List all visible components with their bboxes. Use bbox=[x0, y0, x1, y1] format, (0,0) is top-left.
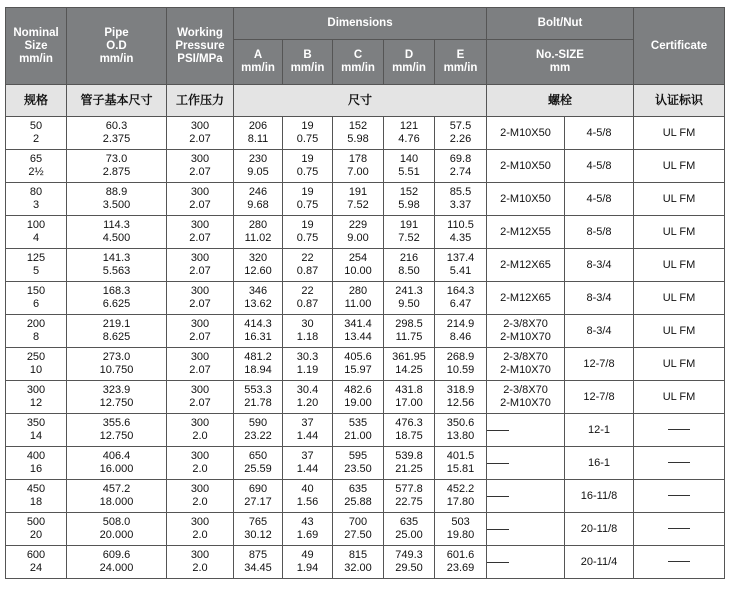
cell-dim-a: 346 13.62 bbox=[234, 282, 283, 315]
cell-dim-d: 577.8 22.75 bbox=[384, 480, 435, 513]
cell-certificate: UL FM bbox=[634, 348, 725, 381]
cell-dim-e: 268.9 10.59 bbox=[435, 348, 487, 381]
cell-nut: 4-5/8 bbox=[565, 183, 634, 216]
cell-dim-d: 431.8 17.00 bbox=[384, 381, 435, 414]
cell-nut: 4-5/8 bbox=[565, 150, 634, 183]
cell-dim-e: 137.4 5.41 bbox=[435, 249, 487, 282]
empty-dash bbox=[487, 529, 509, 530]
cell-nominal-size: 125 5 bbox=[6, 249, 67, 282]
cell-dim-d: 140 5.51 bbox=[384, 150, 435, 183]
table-row bbox=[6, 249, 725, 282]
cell-certificate: UL FM bbox=[634, 249, 725, 282]
table-row bbox=[6, 414, 725, 447]
cell-dim-b: 30 1.18 bbox=[283, 315, 333, 348]
cell-working-pressure: 300 2.07 bbox=[167, 216, 234, 249]
cell-dim-a: 875 34.45 bbox=[234, 546, 283, 579]
table-row bbox=[6, 546, 725, 579]
cell-dim-e: 57.5 2.26 bbox=[435, 117, 487, 150]
table-row bbox=[6, 183, 725, 216]
cell-certificate bbox=[634, 546, 725, 579]
cell-certificate: UL FM bbox=[634, 216, 725, 249]
cell-bolt: 2-3/8X70 2-M10X70 bbox=[487, 348, 565, 381]
cell-pipe-od: 508.0 20.000 bbox=[67, 513, 167, 546]
table-row bbox=[6, 117, 725, 150]
cell-dim-e: 401.5 15.81 bbox=[435, 447, 487, 480]
cell-dim-d: 298.5 11.75 bbox=[384, 315, 435, 348]
cell-dim-c: 815 32.00 bbox=[333, 546, 384, 579]
empty-dash bbox=[668, 462, 690, 463]
cell-pipe-od: 114.3 4.500 bbox=[67, 216, 167, 249]
table-row bbox=[6, 513, 725, 546]
cell-dim-c: 191 7.52 bbox=[333, 183, 384, 216]
cell-dim-a: 230 9.05 bbox=[234, 150, 283, 183]
cell-working-pressure: 300 2.0 bbox=[167, 447, 234, 480]
cn-header-bolt: 螺栓 bbox=[487, 85, 634, 117]
cell-working-pressure: 300 2.0 bbox=[167, 513, 234, 546]
cell-certificate: UL FM bbox=[634, 117, 725, 150]
cell-pipe-od: 219.1 8.625 bbox=[67, 315, 167, 348]
header-working-pressure: Working Pressure PSI/MPa bbox=[167, 8, 234, 85]
cell-dim-a: 320 12.60 bbox=[234, 249, 283, 282]
cell-working-pressure: 300 2.07 bbox=[167, 315, 234, 348]
cell-working-pressure: 300 2.07 bbox=[167, 150, 234, 183]
cell-pipe-od: 60.3 2.375 bbox=[67, 117, 167, 150]
cell-nut: 12-7/8 bbox=[565, 348, 634, 381]
cell-nut: 8-3/4 bbox=[565, 249, 634, 282]
cell-pipe-od: 406.4 16.000 bbox=[67, 447, 167, 480]
header-dim-c: C mm/in bbox=[333, 40, 384, 85]
cell-nominal-size: 300 12 bbox=[6, 381, 67, 414]
cell-dim-d: 539.8 21.25 bbox=[384, 447, 435, 480]
cell-bolt bbox=[487, 480, 565, 513]
cell-dim-c: 341.4 13.44 bbox=[333, 315, 384, 348]
cell-dim-e: 601.6 23.69 bbox=[435, 546, 487, 579]
cell-nut: 20-11/4 bbox=[565, 546, 634, 579]
cell-nut: 20-11/8 bbox=[565, 513, 634, 546]
cell-dim-e: 503 19.80 bbox=[435, 513, 487, 546]
cell-dim-a: 206 8.11 bbox=[234, 117, 283, 150]
cell-pipe-od: 88.9 3.500 bbox=[67, 183, 167, 216]
table-row bbox=[6, 348, 725, 381]
cell-working-pressure: 300 2.07 bbox=[167, 348, 234, 381]
cell-dim-b: 37 1.44 bbox=[283, 414, 333, 447]
cell-working-pressure: 300 2.07 bbox=[167, 183, 234, 216]
cell-dim-d: 749.3 29.50 bbox=[384, 546, 435, 579]
cell-dim-a: 650 25.59 bbox=[234, 447, 283, 480]
table-row bbox=[6, 216, 725, 249]
cell-dim-c: 178 7.00 bbox=[333, 150, 384, 183]
cell-bolt: 2-M10X50 bbox=[487, 150, 565, 183]
table-row bbox=[6, 480, 725, 513]
cell-dim-e: 69.8 2.74 bbox=[435, 150, 487, 183]
table-row bbox=[6, 282, 725, 315]
cell-working-pressure: 300 2.07 bbox=[167, 282, 234, 315]
cn-header-pipe-od: 管子基本尺寸 bbox=[67, 85, 167, 117]
flange-spec-table-wrapper bbox=[5, 7, 724, 579]
cell-nominal-size: 600 24 bbox=[6, 546, 67, 579]
cell-bolt: 2-M12X55 bbox=[487, 216, 565, 249]
cell-certificate bbox=[634, 513, 725, 546]
cell-pipe-od: 609.6 24.000 bbox=[67, 546, 167, 579]
cell-nut: 4-5/8 bbox=[565, 117, 634, 150]
header-bolt-nut: Bolt/Nut bbox=[487, 8, 634, 40]
cell-bolt bbox=[487, 447, 565, 480]
empty-dash bbox=[487, 430, 509, 431]
cell-nominal-size: 100 4 bbox=[6, 216, 67, 249]
cell-pipe-od: 73.0 2.875 bbox=[67, 150, 167, 183]
header-dim-a: A mm/in bbox=[234, 40, 283, 85]
cell-dim-a: 414.3 16.31 bbox=[234, 315, 283, 348]
cell-working-pressure: 300 2.07 bbox=[167, 249, 234, 282]
cell-nut: 8-5/8 bbox=[565, 216, 634, 249]
cell-working-pressure: 300 2.07 bbox=[167, 381, 234, 414]
table-row bbox=[6, 150, 725, 183]
header-dim-b: B mm/in bbox=[283, 40, 333, 85]
cell-dim-b: 22 0.87 bbox=[283, 249, 333, 282]
header-nominal-size: Nominal Size mm/in bbox=[6, 8, 67, 85]
cell-bolt: 2-3/8X70 2-M10X70 bbox=[487, 315, 565, 348]
cell-dim-b: 49 1.94 bbox=[283, 546, 333, 579]
cell-nominal-size: 200 8 bbox=[6, 315, 67, 348]
cell-dim-a: 553.3 21.78 bbox=[234, 381, 283, 414]
cell-dim-c: 229 9.00 bbox=[333, 216, 384, 249]
empty-dash bbox=[668, 495, 690, 496]
header-dim-d: D mm/in bbox=[384, 40, 435, 85]
cell-dim-e: 350.6 13.80 bbox=[435, 414, 487, 447]
cell-certificate: UL FM bbox=[634, 315, 725, 348]
cell-nut: 16-1 bbox=[565, 447, 634, 480]
cell-nominal-size: 150 6 bbox=[6, 282, 67, 315]
cell-dim-e: 214.9 8.46 bbox=[435, 315, 487, 348]
cell-dim-b: 19 0.75 bbox=[283, 216, 333, 249]
cell-certificate: UL FM bbox=[634, 150, 725, 183]
cell-pipe-od: 141.3 5.563 bbox=[67, 249, 167, 282]
table-row bbox=[6, 315, 725, 348]
cell-dim-a: 690 27.17 bbox=[234, 480, 283, 513]
cell-dim-d: 191 7.52 bbox=[384, 216, 435, 249]
empty-dash bbox=[487, 562, 509, 563]
cell-working-pressure: 300 2.0 bbox=[167, 546, 234, 579]
cell-dim-c: 535 21.00 bbox=[333, 414, 384, 447]
cell-nominal-size: 350 14 bbox=[6, 414, 67, 447]
cell-dim-c: 595 23.50 bbox=[333, 447, 384, 480]
empty-dash bbox=[487, 496, 509, 497]
header-bolt-size: No.-SIZE mm bbox=[487, 40, 634, 85]
cell-dim-b: 19 0.75 bbox=[283, 150, 333, 183]
cell-dim-d: 361.95 14.25 bbox=[384, 348, 435, 381]
cell-dim-b: 19 0.75 bbox=[283, 183, 333, 216]
cell-certificate bbox=[634, 447, 725, 480]
cell-nominal-size: 450 18 bbox=[6, 480, 67, 513]
empty-dash bbox=[668, 561, 690, 562]
cell-bolt bbox=[487, 414, 565, 447]
cell-dim-a: 765 30.12 bbox=[234, 513, 283, 546]
cell-bolt: 2-M12X65 bbox=[487, 249, 565, 282]
cell-dim-a: 481.2 18.94 bbox=[234, 348, 283, 381]
cell-dim-e: 85.5 3.37 bbox=[435, 183, 487, 216]
flange-spec-table bbox=[5, 7, 725, 579]
cell-dim-a: 280 11.02 bbox=[234, 216, 283, 249]
header-dimensions: Dimensions bbox=[234, 8, 487, 40]
cell-nut: 12-1 bbox=[565, 414, 634, 447]
cell-dim-d: 152 5.98 bbox=[384, 183, 435, 216]
cell-bolt: 2-M10X50 bbox=[487, 183, 565, 216]
cell-bolt bbox=[487, 513, 565, 546]
cell-nominal-size: 80 3 bbox=[6, 183, 67, 216]
cell-pipe-od: 457.2 18.000 bbox=[67, 480, 167, 513]
cell-working-pressure: 300 2.0 bbox=[167, 480, 234, 513]
cell-dim-e: 110.5 4.35 bbox=[435, 216, 487, 249]
cell-dim-e: 164.3 6.47 bbox=[435, 282, 487, 315]
header-dim-e: E mm/in bbox=[435, 40, 487, 85]
cell-nut: 8-3/4 bbox=[565, 282, 634, 315]
header-pipe-od: Pipe O.D mm/in bbox=[67, 8, 167, 85]
cell-dim-a: 246 9.68 bbox=[234, 183, 283, 216]
cell-dim-d: 241.3 9.50 bbox=[384, 282, 435, 315]
table-row bbox=[6, 381, 725, 414]
cell-dim-c: 280 11.00 bbox=[333, 282, 384, 315]
cn-header-dimensions: 尺寸 bbox=[234, 85, 487, 117]
cell-nut: 8-3/4 bbox=[565, 315, 634, 348]
cell-nut: 12-7/8 bbox=[565, 381, 634, 414]
cell-nominal-size: 65 2½ bbox=[6, 150, 67, 183]
cell-bolt: 2-3/8X70 2-M10X70 bbox=[487, 381, 565, 414]
cell-dim-c: 700 27.50 bbox=[333, 513, 384, 546]
table-row bbox=[6, 447, 725, 480]
cell-dim-c: 254 10.00 bbox=[333, 249, 384, 282]
header-certificate: Certificate bbox=[634, 8, 725, 85]
cell-nut: 16-11/8 bbox=[565, 480, 634, 513]
cell-working-pressure: 300 2.07 bbox=[167, 117, 234, 150]
cn-header-pressure: 工作压力 bbox=[167, 85, 234, 117]
cell-certificate bbox=[634, 414, 725, 447]
cell-certificate: UL FM bbox=[634, 282, 725, 315]
cell-dim-b: 30.3 1.19 bbox=[283, 348, 333, 381]
cn-header-certificate: 认证标识 bbox=[634, 85, 725, 117]
cell-dim-c: 405.6 15.97 bbox=[333, 348, 384, 381]
cell-dim-b: 43 1.69 bbox=[283, 513, 333, 546]
cell-nominal-size: 500 20 bbox=[6, 513, 67, 546]
cell-bolt: 2-M10X50 bbox=[487, 117, 565, 150]
cell-dim-b: 22 0.87 bbox=[283, 282, 333, 315]
cell-bolt bbox=[487, 546, 565, 579]
cell-dim-c: 152 5.98 bbox=[333, 117, 384, 150]
cell-nominal-size: 250 10 bbox=[6, 348, 67, 381]
cn-header-size: 规格 bbox=[6, 85, 67, 117]
cell-dim-d: 476.3 18.75 bbox=[384, 414, 435, 447]
cell-nominal-size: 400 16 bbox=[6, 447, 67, 480]
cell-dim-e: 318.9 12.56 bbox=[435, 381, 487, 414]
cell-dim-b: 30.4 1.20 bbox=[283, 381, 333, 414]
cell-dim-a: 590 23.22 bbox=[234, 414, 283, 447]
cell-dim-c: 635 25.88 bbox=[333, 480, 384, 513]
cell-pipe-od: 273.0 10.750 bbox=[67, 348, 167, 381]
empty-dash bbox=[487, 463, 509, 464]
cell-dim-b: 40 1.56 bbox=[283, 480, 333, 513]
cell-certificate bbox=[634, 480, 725, 513]
cell-dim-e: 452.2 17.80 bbox=[435, 480, 487, 513]
cell-dim-b: 19 0.75 bbox=[283, 117, 333, 150]
cell-pipe-od: 323.9 12.750 bbox=[67, 381, 167, 414]
cell-nominal-size: 50 2 bbox=[6, 117, 67, 150]
cell-pipe-od: 355.6 12.750 bbox=[67, 414, 167, 447]
cell-bolt: 2-M12X65 bbox=[487, 282, 565, 315]
cell-certificate: UL FM bbox=[634, 183, 725, 216]
empty-dash bbox=[668, 528, 690, 529]
cell-dim-b: 37 1.44 bbox=[283, 447, 333, 480]
cell-dim-c: 482.6 19.00 bbox=[333, 381, 384, 414]
cell-dim-d: 216 8.50 bbox=[384, 249, 435, 282]
cell-pipe-od: 168.3 6.625 bbox=[67, 282, 167, 315]
cell-dim-d: 635 25.00 bbox=[384, 513, 435, 546]
empty-dash bbox=[668, 429, 690, 430]
cell-certificate: UL FM bbox=[634, 381, 725, 414]
cell-working-pressure: 300 2.0 bbox=[167, 414, 234, 447]
cell-dim-d: 121 4.76 bbox=[384, 117, 435, 150]
